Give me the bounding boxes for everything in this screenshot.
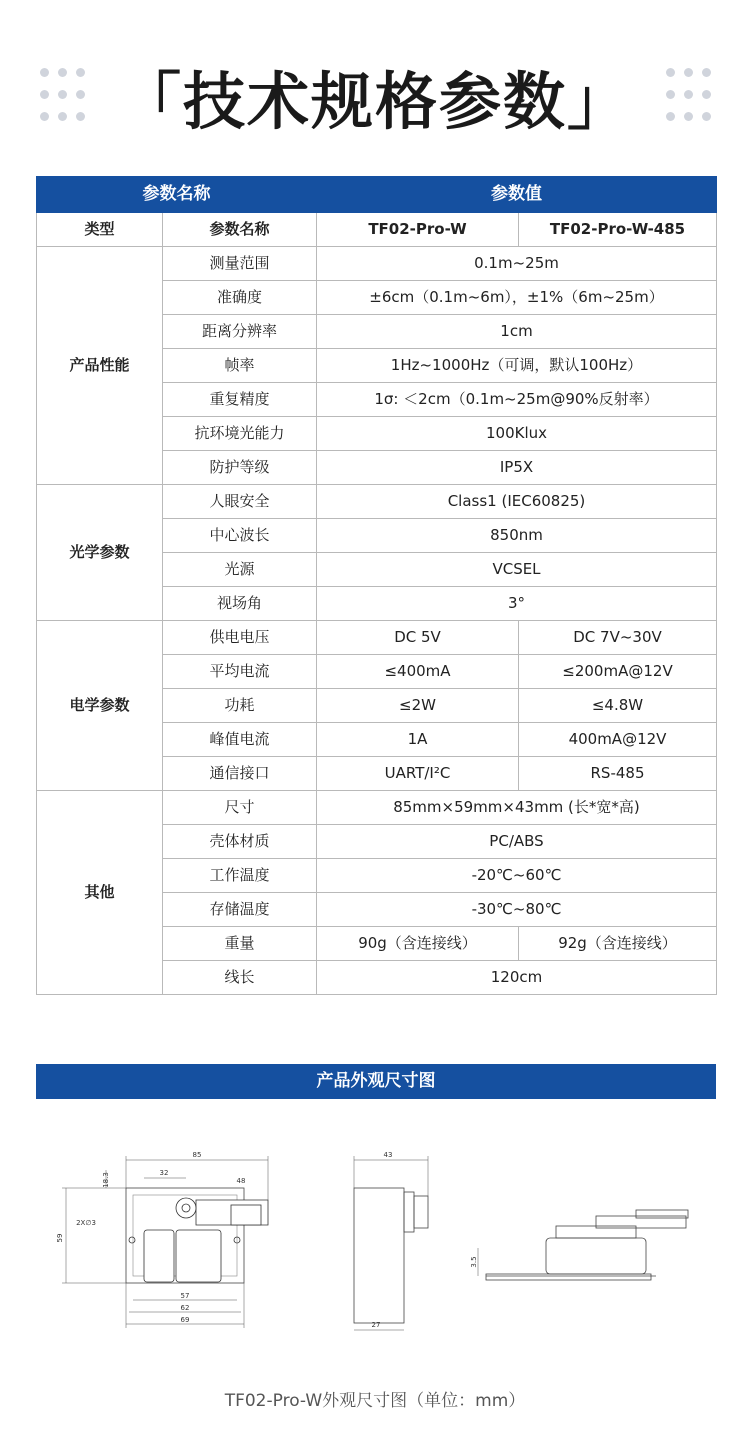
table-header-row: [37, 177, 717, 213]
param-name: 距离分辨率: [163, 315, 317, 349]
param-value: 1Hz~1000Hz（可调，默认100Hz）: [317, 349, 717, 383]
param-value: 0.1m~25m: [317, 247, 717, 281]
subheader-model-a: TF02-Pro-W: [317, 213, 519, 247]
param-name: 测量范围: [163, 247, 317, 281]
dim-offset: 3.5: [470, 1256, 478, 1268]
param-name: 中心波长: [163, 519, 317, 553]
dim-hole: 2X∅3: [76, 1219, 96, 1227]
subheader-name: 参数名称: [163, 213, 317, 247]
param-value: 85mm×59mm×43mm (长*宽*高): [317, 791, 717, 825]
param-name: 视场角: [163, 587, 317, 621]
drawing-section-banner: 产品外观尺寸图: [36, 1064, 716, 1099]
side-view: [354, 1156, 428, 1330]
param-name: 壳体材质: [163, 825, 317, 859]
title-area: [0, 40, 750, 150]
subheader-type: 类型: [37, 213, 163, 247]
param-value: -30℃~80℃: [317, 893, 717, 927]
category-cell: 光学参数: [37, 485, 163, 621]
param-name: 准确度: [163, 281, 317, 315]
param-value-a: 90g（含连接线）: [317, 927, 519, 961]
param-value: PC/ABS: [317, 825, 717, 859]
table-row: [37, 621, 717, 655]
param-name: 通信接口: [163, 757, 317, 791]
param-value: 120cm: [317, 961, 717, 995]
dim-w3: 69: [180, 1316, 190, 1324]
dim-base: 27: [371, 1321, 381, 1329]
spec-table: [36, 176, 717, 995]
param-value: ±6cm（0.1m~6m），±1%（6m~25m）: [317, 281, 717, 315]
dim-depth: 43: [383, 1151, 393, 1159]
param-value: IP5X: [317, 451, 717, 485]
table-row: [37, 485, 717, 519]
drawing-caption: TF02-Pro-W外观尺寸图（单位：mm）: [224, 1391, 526, 1411]
side-dim-labels: [372, 1151, 393, 1329]
param-name: 工作温度: [163, 859, 317, 893]
param-value-a: ≤400mA: [317, 655, 519, 689]
param-value: 1cm: [317, 315, 717, 349]
dim-height: 59: [56, 1233, 64, 1243]
subheader-model-b: TF02-Pro-W-485: [519, 213, 717, 247]
param-value-b: 92g（含连接线）: [519, 927, 717, 961]
dim-w1: 57: [180, 1292, 190, 1300]
table-row: [37, 247, 717, 281]
param-value: 3°: [317, 587, 717, 621]
param-name: 重复精度: [163, 383, 317, 417]
param-value: -20℃~60℃: [317, 859, 717, 893]
param-name: 存储温度: [163, 893, 317, 927]
param-value-a: ≤2W: [317, 689, 519, 723]
param-name: 峰值电流: [163, 723, 317, 757]
page-title: 「技术规格参数」: [118, 65, 631, 138]
param-name: 功耗: [163, 689, 317, 723]
category-cell: 其他: [37, 791, 163, 995]
param-name: 人眼安全: [163, 485, 317, 519]
category-cell: 产品性能: [37, 247, 163, 485]
param-value-a: DC 5V: [317, 621, 519, 655]
param-name: 帧率: [163, 349, 317, 383]
table-row: [37, 791, 717, 825]
param-name: 防护等级: [163, 451, 317, 485]
param-value: VCSEL: [317, 553, 717, 587]
param-value-b: ≤4.8W: [519, 689, 717, 723]
param-value-a: 1A: [317, 723, 519, 757]
param-name: 供电电压: [163, 621, 317, 655]
param-name: 抗环境光能力: [163, 417, 317, 451]
dim-inner: 32: [159, 1169, 169, 1177]
rear-dim-labels: [470, 1256, 478, 1267]
param-value-b: RS-485: [519, 757, 717, 791]
dim-width-top: 85: [192, 1151, 202, 1159]
param-value: 100Klux: [317, 417, 717, 451]
param-name: 重量: [163, 927, 317, 961]
param-name: 线长: [163, 961, 317, 995]
param-name: 光源: [163, 553, 317, 587]
dim-angle: 48: [236, 1177, 246, 1185]
param-value-a: UART/I²C: [317, 757, 519, 791]
dim-height-small: 18.3: [102, 1172, 110, 1188]
header-param-name: 参数名称: [37, 177, 317, 213]
header-param-value: 参数值: [317, 177, 717, 213]
param-value: Class1 (IEC60825): [317, 485, 717, 519]
param-value-b: DC 7V~30V: [519, 621, 717, 655]
param-value: 850nm: [317, 519, 717, 553]
param-value-b: ≤200mA@12V: [519, 655, 717, 689]
param-value: 1σ: ＜2cm（0.1m~25m@90%反射率）: [317, 383, 717, 417]
category-cell: 电学参数: [37, 621, 163, 791]
dim-w2: 62: [180, 1304, 190, 1312]
param-name: 尺寸: [163, 791, 317, 825]
rear-view: [478, 1210, 688, 1280]
dimension-drawing: [36, 1130, 716, 1350]
table-subheader-row: [37, 213, 717, 247]
param-value-b: 400mA@12V: [519, 723, 717, 757]
param-name: 平均电流: [163, 655, 317, 689]
decor-dots-right: [666, 68, 710, 120]
